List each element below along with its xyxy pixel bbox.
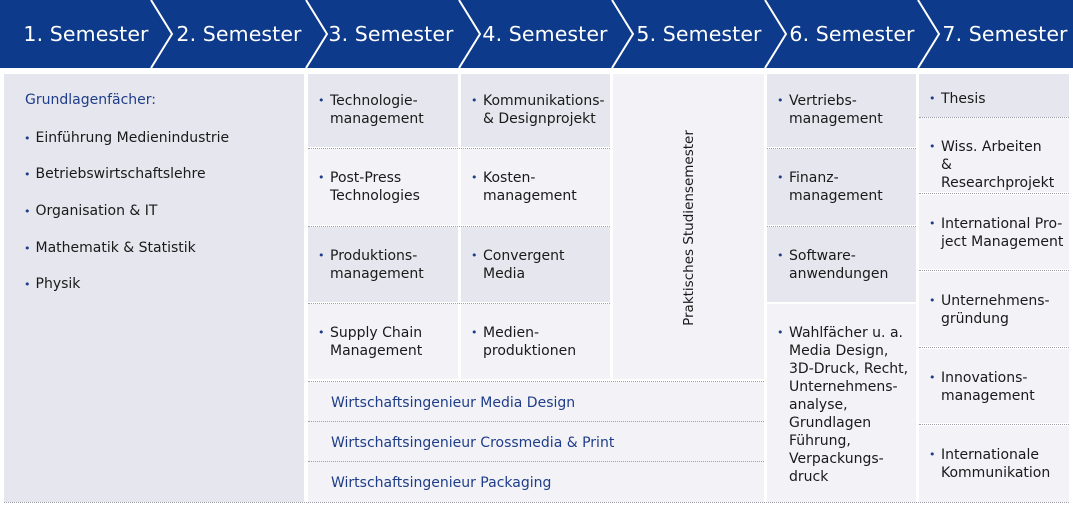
sem6-module-1: • Vertriebs- management [767, 74, 916, 147]
sem3-module-4: • Supply Chain Management [308, 304, 458, 379]
sem7-divider [919, 270, 1069, 271]
sem7-divider [919, 347, 1069, 348]
sem7-module-5: • Innovations- management [919, 349, 1069, 423]
sem6-divider [767, 148, 916, 149]
semester-2-label: 2. Semester [176, 22, 302, 46]
sem7-module-2: • Wiss. Arbeiten & Researchprojekt [919, 118, 1069, 192]
sem4-module-2: • Kosten- management [461, 149, 610, 225]
specialization-packaging: Wirtschaftsingenieur Packaging [331, 475, 552, 491]
sem7-thesis: • Thesis [919, 74, 1069, 117]
semester-4-label: 4. Semester [482, 22, 608, 46]
grundlagen-item-4: • Mathematik & Statistik [24, 240, 196, 256]
grundlagen-title: Grundlagenfächer: [25, 92, 156, 108]
sem6-electives: • Wahlfächer u. a. Media Design, 3D-Druck, Recht, Unternehmens- analyse, Grundlagen Führung, Verpackungs- druck [767, 304, 916, 502]
specialization-media-design: Wirtschaftsingenieur Media Design [331, 395, 576, 411]
sem4-module-3: • Convergent Media [461, 227, 610, 302]
sem6-divider [767, 226, 916, 227]
sem7-divider [919, 193, 1069, 194]
sem7-module-4: • Unternehmens- gründung [919, 272, 1069, 346]
grundlagen-item-5: • Physik [24, 276, 81, 292]
semester-3-label: 3. Semester [328, 22, 454, 46]
sem6-module-2: • Finanz- management [767, 149, 916, 225]
sem3-module-2: • Post-Press Technologies [308, 149, 458, 225]
semester-5-label: 5. Semester [636, 22, 762, 46]
specialization-divider [308, 421, 764, 422]
sem4-module-1: • Kommunikations- & Designprojekt [461, 74, 610, 147]
sem4-module-4: • Medien- produktionen [461, 304, 610, 379]
sem5-practical-label: Praktisches Studiensemester [681, 130, 697, 326]
grundlagen-item-1: • Einführung Medienindustrie [24, 130, 230, 146]
grundlagen-item-2: • Betriebswirtschaftslehre [24, 166, 206, 182]
sem7-divider [919, 117, 1069, 118]
specialization-crossmedia-print: Wirtschaftsingenieur Crossmedia & Print [331, 435, 615, 451]
sem6-module-3: • Software- anwendungen [767, 227, 916, 302]
specialization-divider [308, 381, 764, 382]
sem3-module-3: • Produktions- management [308, 227, 458, 302]
semester-6-label: 6. Semester [789, 22, 915, 46]
sem7-divider [919, 424, 1069, 425]
bottom-divider [4, 502, 1069, 503]
grundlagen-item-3: • Organisation & IT [24, 203, 158, 219]
sem3-module-1: • Technologie- management [308, 74, 458, 147]
specialization-divider [308, 461, 764, 462]
module-row-divider [308, 303, 610, 304]
sem7-module-3: • International Pro- ject Management [919, 195, 1069, 269]
sem7-module-6: • Internationale Kommunikation [919, 426, 1069, 502]
module-row-divider [308, 148, 610, 149]
module-row-divider [308, 226, 610, 227]
semester-1-label: 1. Semester [23, 22, 149, 46]
semester-7-label: 7. Semester [942, 22, 1068, 46]
